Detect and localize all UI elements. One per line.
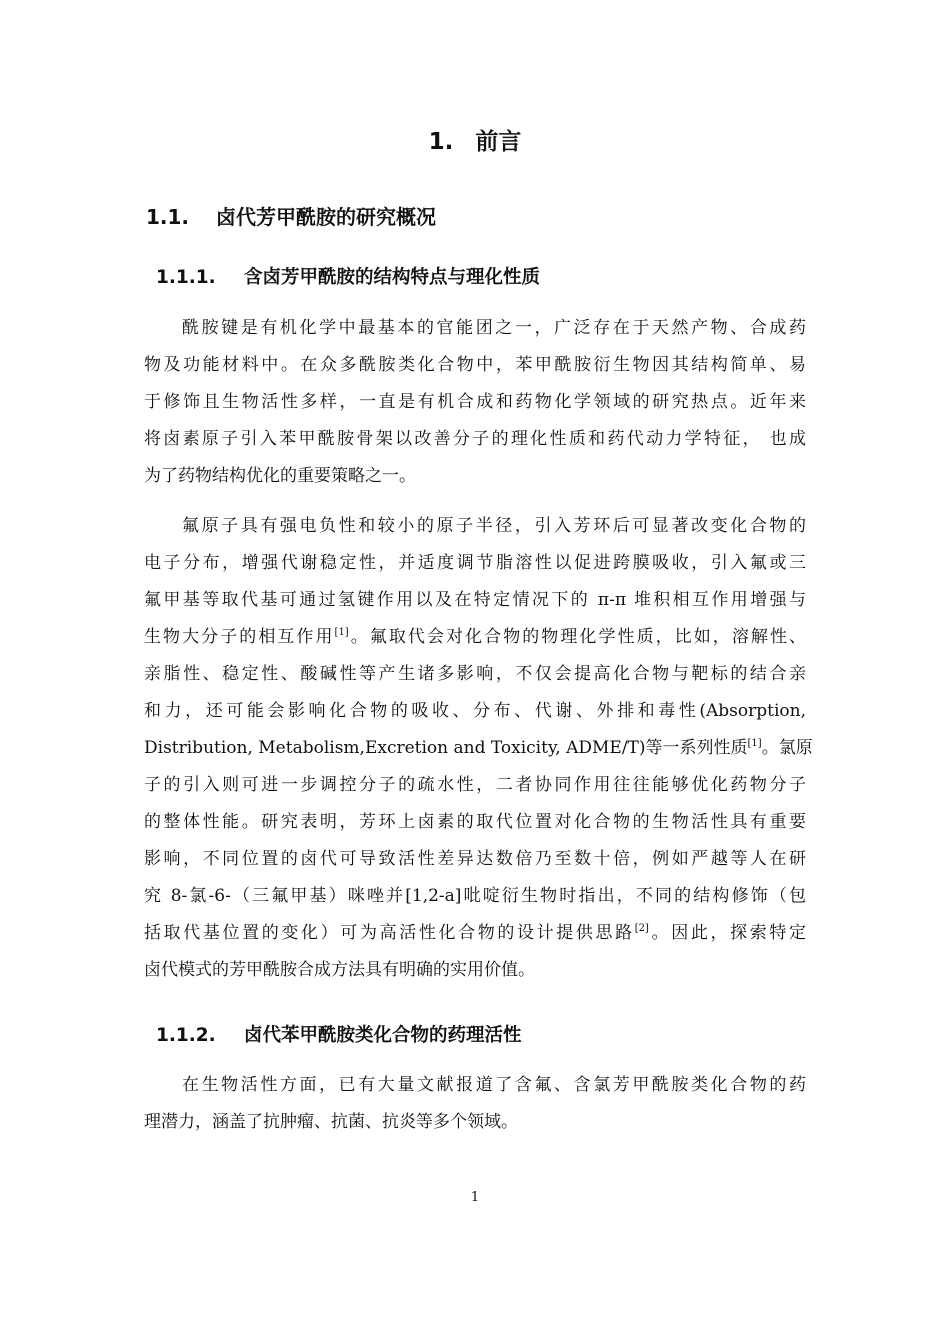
text-run: 生物大分子的相互作用 [144,627,335,647]
paragraph-line: 电子分布，增强代谢稳定性，并适度调节脂溶性以促进跨膜吸收，引入氟或三 [144,553,806,573]
paragraph-line: 亲脂性、稳定性、酸碱性等产生诸多影响，不仅会提高化合物与靶标的结合亲 [144,664,806,684]
subsection-title: 含卤芳甲酰胺的结构特点与理化性质 [244,267,541,288]
paragraph-line: 物及功能材料中。在众多酰胺类化合物中，苯甲酰胺衍生物因其结构简单、易 [144,355,806,375]
subsection-number: 1.1.2. [156,1025,216,1046]
paragraph-line: 究 8-氯-6-（三氟甲基）咪唑并[1,2-a]吡啶衍生物时指出，不同的结构修饰（包 [144,886,806,906]
section-heading [146,200,436,234]
paragraph-line [144,619,806,656]
chapter-title: 前言 [475,129,522,155]
chapter-heading [0,124,950,160]
paragraph [144,1067,806,1141]
text-run: 。因此，探索特定 [648,923,807,943]
section-number: 1.1. [146,205,190,229]
section-title: 卤代芳甲酰胺的研究概况 [216,205,436,229]
page-number: 1 [470,1190,480,1205]
text-run: 括取代基位置的变化）可为高活性化合物的设计提供思路 [144,923,635,943]
paragraph-line: 氟甲基等取代基可通过氢键作用以及在特定情况下的 π-π 堆积相互作用增强与 [144,590,806,610]
paragraph [144,310,806,495]
citation-ref[interactable]: [1] [334,627,349,638]
paragraph [144,508,813,989]
paragraph-line: 的整体性能。研究表明，芳环上卤素的取代位置对化合物的生物活性具有重要 [144,812,806,832]
paragraph-line: 为了药物结构优化的重要策略之一。 [144,466,416,486]
paragraph-line: 在生物活性方面，已有大量文献报道了含氟、含氯芳甲酰胺类化合物的药 [182,1075,806,1095]
paragraph-line: 酰胺键是有机化学中最基本的官能团之一，广泛存在于天然产物、合成药 [182,318,806,338]
paragraph-line: 子的引入则可进一步调控分子的疏水性，二者协同作用往往能够优化药物分子 [144,775,806,795]
subsection-heading [156,1021,522,1051]
subsection-heading [156,263,540,293]
text-run: 。氯原 [761,738,813,758]
subsection-number: 1.1.1. [156,267,216,288]
paragraph-line: 氟原子具有强电负性和较小的原子半径，引入芳环后可显著改变化合物的 [182,516,806,536]
paragraph-line [144,915,806,952]
paragraph-line [144,730,813,767]
paragraph-line: 于修饰且生物活性多样，一直是有机合成和药物化学领域的研究热点。近年来 [144,392,806,412]
chapter-number: 1. [428,129,454,155]
citation-ref[interactable]: [1] [747,738,762,749]
subsection-title: 卤代苯甲酰胺类化合物的药理活性 [244,1025,522,1046]
paragraph-line: 和力，还可能会影响化合物的吸收、分布、代谢、外排和毒性(Absorption, [144,701,806,721]
text-run: 。氟取代会对化合物的物理化学性质，比如，溶解性、 [348,627,807,647]
citation-ref[interactable]: [2] [634,923,649,934]
text-run: Distribution, Metabolism,Excretion and Toxicity, ADME/T)等一系列性质 [144,738,748,758]
paragraph-line: 卤代模式的芳甲酰胺合成方法具有明确的实用价值。 [144,960,535,980]
paragraph-line: 影响，不同位置的卤代可导致活性差异达数倍乃至数十倍，例如严越等人在研 [144,849,806,869]
paragraph-line: 理潜力，涵盖了抗肿瘤、抗菌、抗炎等多个领域。 [144,1112,518,1132]
paragraph-line: 将卤素原子引入苯甲酰胺骨架以改善分子的理化性质和药代动力学特征， 也成 [144,429,806,449]
